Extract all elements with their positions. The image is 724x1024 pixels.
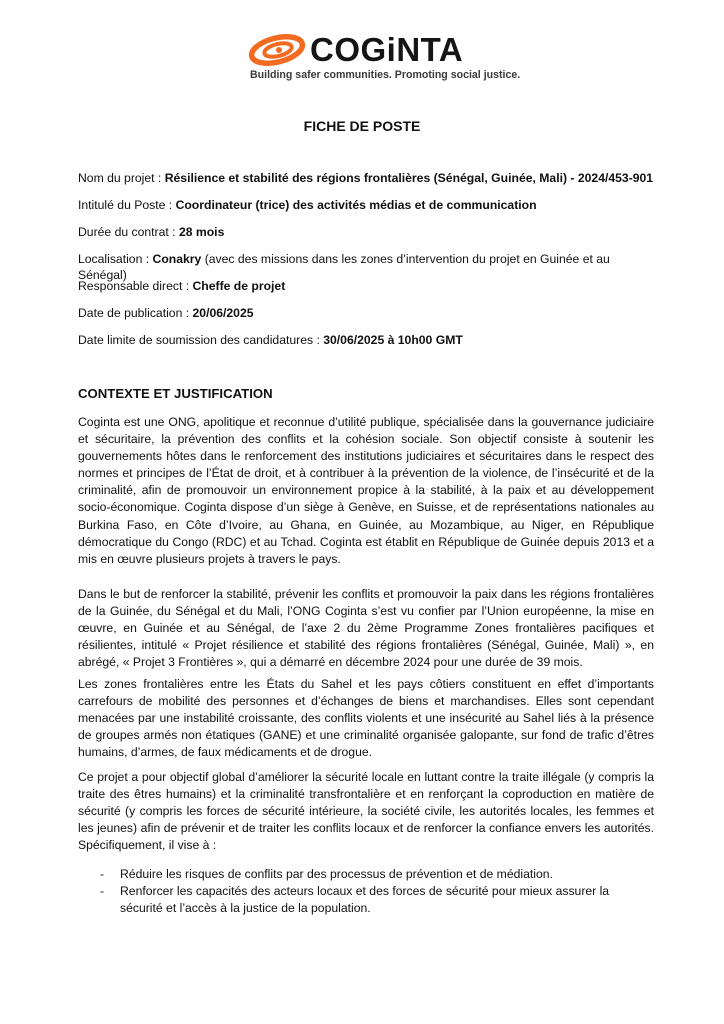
bullet-dash: -: [100, 884, 105, 899]
brand-name: COGiNTA: [310, 31, 464, 68]
section-title-context: CONTEXTE ET JUSTIFICATION: [78, 386, 273, 401]
paragraph-border-zones: Les zones frontalières entre les États du Sahel et les pays côtiers constituent en effet d’importants carrefours de mobilité des personnes et d’échanges de biens et marchandises. Elles sont cependant menacées par une instabilité croissante, des conflits violents et une insécurité au Sahel liés à la présence de groupes armés non étatiques (GANE) et une criminalité organisée galopante, sur fond de trafic d’êtres humains, d’armes, de faux médicaments et de drogue.: [78, 677, 654, 760]
meta-contract-duration: [78, 224, 658, 240]
list-item-text: Réduire les risques de conflits par des processus de prévention et de médiation.: [120, 867, 553, 881]
coginta-swirl-icon: [248, 33, 306, 67]
meta-suffix: (avec des missions dans les zones d’intervention du projet en Guinée et au Sénégal): [78, 252, 610, 282]
meta-label: Responsable direct :: [78, 279, 193, 293]
bullet-dash: -: [100, 867, 105, 881]
meta-direct-manager: [78, 278, 658, 294]
meta-value: Coordinateur (trice) des activités médias et de communication: [175, 198, 537, 212]
meta-job-title: [78, 197, 658, 213]
meta-value: Conakry: [152, 252, 202, 266]
logo-row: [248, 32, 463, 68]
meta-value: 20/06/2025: [192, 306, 254, 320]
meta-publication-date: [78, 305, 658, 321]
meta-value: Cheffe de projet: [192, 279, 286, 293]
objectives-list: [78, 866, 654, 917]
paragraph-project: Dans le but de renforcer la stabilité, prévenir les conflits et promouvoir la paix dans les régions frontalières de la Guinée, du Sénégal et du Mali, l’ONG Coginta s’est vu confier par l’Union européenne, la mise en œuvre, en Guinée et au Sénégal, de l’axe 2 du 2ème Programme Zones frontalières pacifiques et résilientes, intitulé « Projet résilience et stabilité des régions frontalières (Sénégal, Guinée, Mali) », en abrégé, « Projet 3 Frontières », qui a démarré en décembre 2024 pour une durée de 39 mois.: [78, 587, 654, 670]
meta-label: Date limite de soumission des candidatures :: [78, 333, 324, 347]
list-item-text: Renforcer les capacités des acteurs locaux et des forces de sécurité pour mieux assurer la sécurité et l’accès à la justice de la population.: [120, 884, 610, 916]
meta-label: Nom du projet :: [78, 171, 165, 185]
meta-project-name: [78, 170, 658, 186]
meta-deadline: [78, 332, 658, 348]
meta-label: Durée du contrat :: [78, 225, 179, 239]
meta-label: Date de publication :: [78, 306, 193, 320]
list-item: [78, 866, 654, 883]
meta-value: Résilience et stabilité des régions frontalières (Sénégal, Guinée, Mali) - 2024/453-901: [164, 171, 654, 185]
page-title: FICHE DE POSTE: [303, 118, 421, 134]
meta-value: 30/06/2025 à 10h00 GMT: [323, 333, 463, 347]
paragraph-organization: Coginta est une ONG, apolitique et reconnue d’utilité publique, spécialisée dans la gouvernance judiciaire et sécuritaire, la prévention des conflits et la cohésion sociale. Son objectif consiste à soutenir les gouvernements hôtes dans le renforcement des institutions judiciaires et sécuritaires dans le respect des normes et principes de l’État de droit, et à contribuer à la prévention de la violence, de l’insécurité et de la criminalité, afin de promouvoir un environnement propice à la stabilité, à la paix et au développement socio-économique. Coginta dispose d’un siège à Genève, en Suisse, et de représentations nationales au Burkina Faso, en Côte d’Ivoire, au Ghana, en Guinée, au Mozambique, au Niger, en République démocratique du Congo (RDC) et au Tchad. Coginta est établit en République de Guinée depuis 2013 et a mis en œuvre plusieurs projets à travers le pays.: [78, 415, 654, 566]
list-item: [78, 883, 654, 917]
meta-value: 28 mois: [178, 225, 225, 239]
paragraph-objectives: Ce projet a pour objectif global d’améliorer la sécurité locale en luttant contre la traite illégale (y compris la traite des êtres humains) et la criminalité transfrontalière et en renforçant la coproduction en matière de sécurité (y compris les forces de sécurité intérieure, la société civile, les autorités locales, les femmes et les jeunes) afin de prévenir et de traiter les conflits locaux et de renforcer la confiance envers les autorités. Spécifiquement, il vise à :: [78, 770, 654, 853]
meta-label: Intitulé du Poste :: [78, 198, 176, 212]
coginta-logo: [0, 32, 724, 82]
meta-label: Localisation :: [78, 252, 153, 266]
brand-tagline: Building safer communities. Promoting social justice.: [250, 69, 521, 81]
